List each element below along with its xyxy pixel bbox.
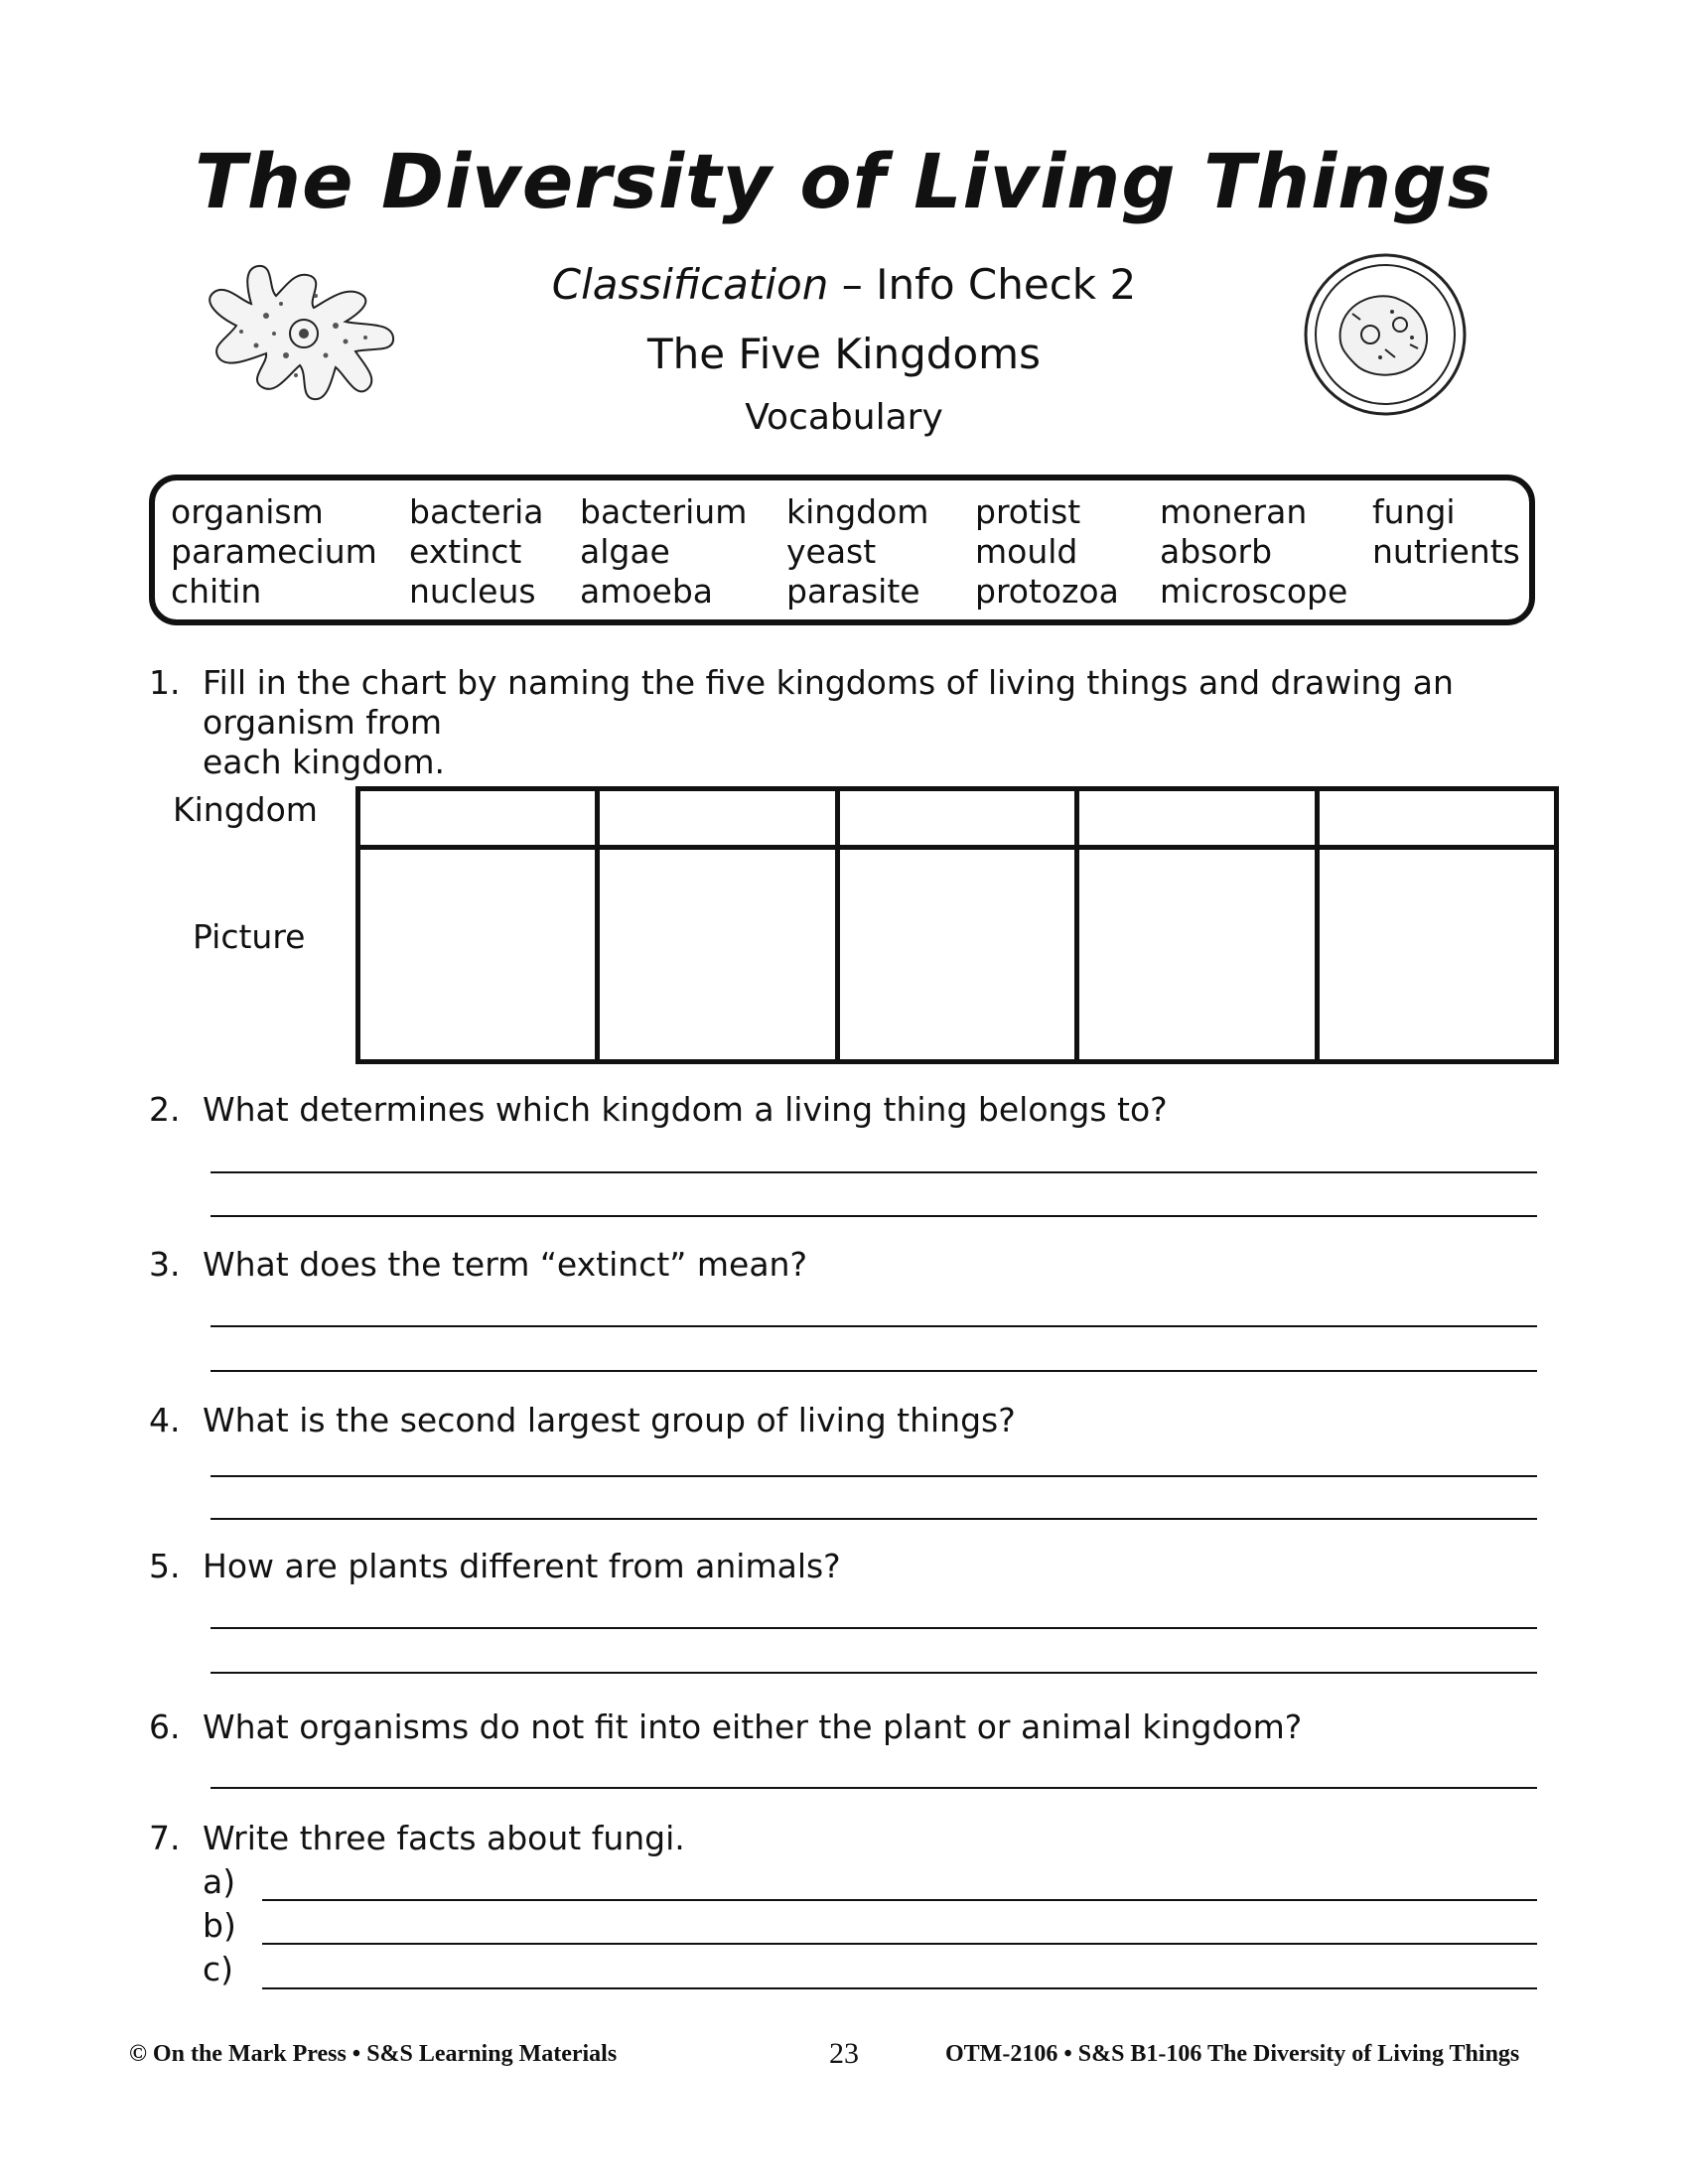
kingdom-name-cell[interactable]	[837, 789, 1076, 848]
question-text: What does the term “extinct” mean?	[203, 1245, 807, 1284]
answer-line[interactable]	[262, 1899, 1537, 1901]
kingdom-picture-cell[interactable]	[837, 848, 1076, 1062]
answer-line[interactable]	[211, 1627, 1537, 1629]
answer-line[interactable]	[211, 1787, 1537, 1789]
vocabulary-word: yeast	[786, 532, 877, 571]
chart-row-label-picture: Picture	[193, 917, 306, 956]
vocabulary-word: nucleus	[409, 572, 536, 611]
answer-line[interactable]	[211, 1325, 1537, 1327]
question-text: Write three facts about fungi.	[203, 1819, 685, 1857]
chart-row-label-kingdom: Kingdom	[173, 790, 318, 829]
vocabulary-word: algae	[580, 532, 670, 571]
answer-line[interactable]	[211, 1370, 1537, 1372]
question-text	[203, 663, 1543, 782]
vocabulary-word: bacterium	[580, 492, 748, 531]
kingdom-picture-cell[interactable]	[598, 848, 837, 1062]
kingdom-name-cell[interactable]	[1317, 789, 1556, 848]
question-number: 3.	[149, 1245, 181, 1284]
answer-line[interactable]	[211, 1518, 1537, 1520]
question-text-line: each kingdom.	[203, 743, 445, 781]
vocabulary-word: protist	[975, 492, 1081, 531]
question-number: 2.	[149, 1090, 181, 1129]
vocabulary-column	[171, 492, 377, 612]
question-number: 7.	[149, 1819, 181, 1857]
vocabulary-heading: Vocabulary	[745, 397, 943, 438]
question-text: What determines which kingdom a living thing belongs to?	[203, 1090, 1168, 1129]
question-number: 1.	[149, 663, 181, 702]
vocabulary-word: paramecium	[171, 532, 377, 571]
question-number: 6.	[149, 1707, 181, 1746]
answer-line[interactable]	[262, 1987, 1537, 1989]
vocabulary-column	[409, 492, 544, 612]
kingdom-name-cell[interactable]	[598, 789, 837, 848]
section-title: The Five Kingdoms	[647, 330, 1041, 378]
kingdom-name-cell[interactable]	[1077, 789, 1317, 848]
vocabulary-word: absorb	[1160, 532, 1273, 571]
vocabulary-word: moneran	[1160, 492, 1308, 531]
answer-line[interactable]	[262, 1943, 1537, 1945]
page-number: 23	[829, 2037, 859, 2070]
kingdom-picture-cell[interactable]	[1317, 848, 1556, 1062]
vocabulary-word: amoeba	[580, 572, 714, 611]
vocabulary-word: chitin	[171, 572, 262, 611]
vocabulary-column	[975, 492, 1119, 612]
vocabulary-word: nutrients	[1372, 532, 1520, 571]
footer-product-code: OTM-2106 • S&S B1-106 The Diversity of Living Things	[945, 2041, 1520, 2067]
answer-line[interactable]	[211, 1171, 1537, 1173]
question-number: 4.	[149, 1401, 181, 1439]
question-text: What is the second largest group of living things?	[203, 1401, 1016, 1439]
question-text: What organisms do not fit into either the plant or animal kingdom?	[203, 1707, 1303, 1746]
vocabulary-word: parasite	[786, 572, 920, 611]
page-title: The Diversity of Living Things	[195, 137, 1493, 225]
vocabulary-column	[1160, 492, 1347, 612]
vocabulary-column	[786, 492, 928, 612]
footer-publisher: © On the Mark Press • S&S Learning Materials	[129, 2041, 618, 2067]
fact-label-a: a)	[203, 1862, 236, 1901]
answer-line[interactable]	[211, 1215, 1537, 1217]
vocabulary-word: microscope	[1160, 572, 1348, 611]
vocabulary-column	[580, 492, 747, 612]
vocabulary-column	[1372, 492, 1520, 572]
vocabulary-box	[149, 475, 1535, 625]
vocabulary-word: bacteria	[409, 492, 544, 531]
question-number: 5.	[149, 1547, 181, 1585]
kingdom-picture-cell[interactable]	[1077, 848, 1317, 1062]
worksheet-subtitle: Classification – Info Check 2	[551, 260, 1137, 309]
fact-label-c: c)	[203, 1950, 234, 1988]
vocabulary-word: protozoa	[975, 572, 1119, 611]
kingdom-chart	[355, 786, 1559, 1064]
kingdom-picture-cell[interactable]	[358, 848, 598, 1062]
answer-line[interactable]	[211, 1672, 1537, 1674]
answer-line[interactable]	[211, 1475, 1537, 1477]
vocabulary-word: organism	[171, 492, 324, 531]
vocabulary-word: fungi	[1372, 492, 1456, 531]
vocabulary-word: extinct	[409, 532, 522, 571]
kingdom-name-cell[interactable]	[358, 789, 598, 848]
vocabulary-word: mould	[975, 532, 1078, 571]
vocabulary-word: kingdom	[786, 492, 929, 531]
question-text: How are plants different from animals?	[203, 1547, 841, 1585]
fact-label-b: b)	[203, 1906, 236, 1945]
question-text-line: Fill in the chart by naming the five kingdoms of living things and drawing an organism from	[203, 663, 1454, 742]
